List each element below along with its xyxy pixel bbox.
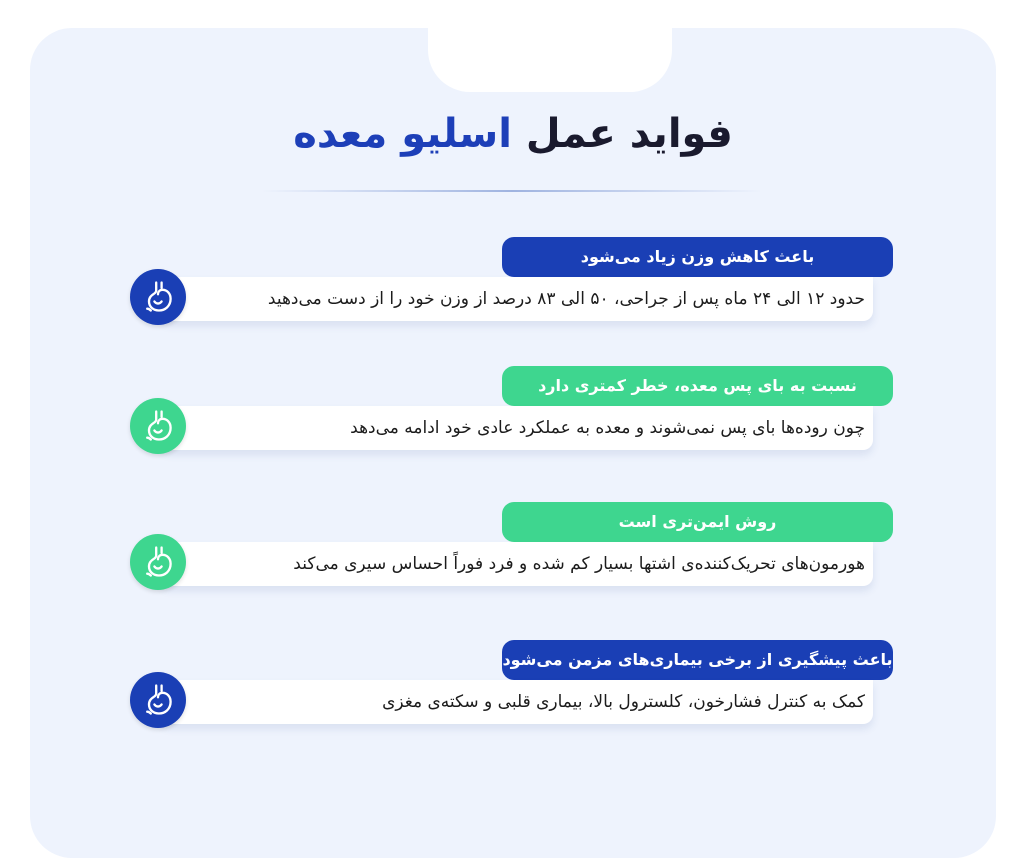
benefit-item-safer-method <box>0 502 1024 622</box>
benefit-detail: هورمون‌های تحریک‌کننده‌ی اشتها بسیار کم شده و فرد فوراً احساس سیری می‌کند <box>160 542 873 586</box>
stomach-icon <box>130 672 186 728</box>
benefit-detail: چون روده‌ها بای پس نمی‌شوند و معده به عملکرد عادی خود ادامه می‌دهد <box>160 406 873 450</box>
title-divider <box>262 190 762 192</box>
benefit-heading: روش ایمن‌تری است <box>502 502 893 542</box>
page-title <box>30 110 996 158</box>
title-part-1: فواید عمل <box>525 111 733 157</box>
benefit-heading: نسبت به بای پس معده، خطر کمتری دارد <box>502 366 893 406</box>
card-notch <box>428 28 672 92</box>
benefit-item-chronic-disease <box>0 640 1024 760</box>
benefit-item-weight-loss <box>0 237 1024 357</box>
stomach-icon <box>130 398 186 454</box>
benefit-item-lower-risk <box>0 366 1024 486</box>
benefit-heading: باعث کاهش وزن زیاد می‌شود <box>502 237 893 277</box>
benefit-detail: حدود ۱۲ الی ۲۴ ماه پس از جراحی، ۵۰ الی ۸۳ درصد از وزن خود را از دست می‌دهید <box>160 277 873 321</box>
benefit-detail: کمک به کنترل فشارخون، کلسترول بالا، بیماری قلبی و سکته‌ی مغزی <box>160 680 873 724</box>
stomach-icon <box>130 534 186 590</box>
stomach-icon <box>130 269 186 325</box>
title-part-2: اسلیو معده <box>293 111 512 157</box>
benefit-heading: باعث پیشگیری از برخی بیماری‌های مزمن می‌شود <box>502 640 893 680</box>
